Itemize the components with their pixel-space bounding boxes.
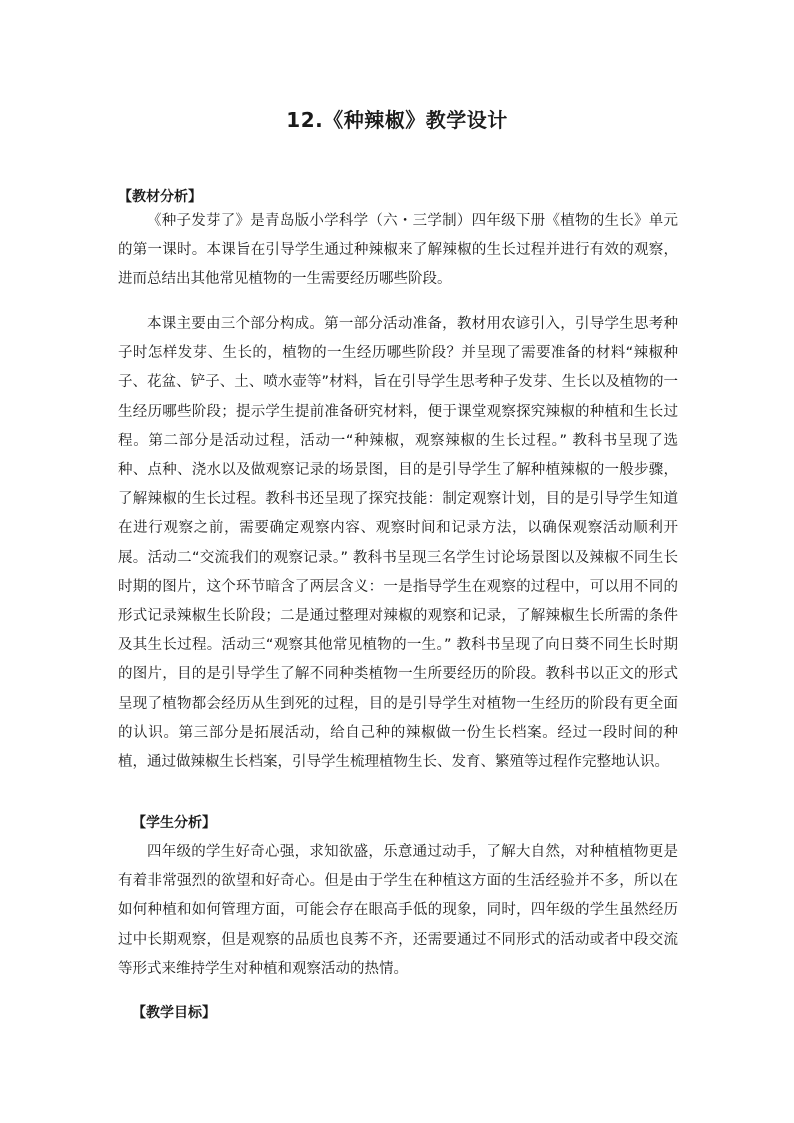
section-heading-student-analysis: 【学生分析】 xyxy=(132,815,216,831)
paragraph-student-analysis: 四年级的学生好奇心强，求知欲盛，乐意通过动手，了解大自然，对种植植物更是有着非常强烈的欲望和好奇心。但是由于学生在种植这方面的生活经验并不多，所以在如何种植和如何管理方面，可能会存在眼高手低的现象，同时，四年级的学生虽然经历过中长期观察，但是观察的品质也良莠不齐，还需要通过不同形式的活动或者中段交流等形式来维持学生对种植和观察活动的热情。 xyxy=(118,844,678,977)
paragraph-material-structure: 本课主要由三个部分构成。第一部分活动准备，教材用农谚引入，引导学生思考种子时怎样发芽、生长的，植物的一生经历哪些阶段？并呈现了需要准备的材料“辣椒种子、花盆、铲子、土、喷水壶等”材料，旨在引导学生思考种子发芽、生长以及植物的一生经历哪些阶段；提示学生提前准备研究材料，便于课堂观察探究辣椒的种植和生长过程。第二部分是活动过程，活动一“种辣椒，观察辣椒的生长过程。” 教科书呈现了选种、点种、浇水以及做观察记录的场景图，目的是引导学生了解种植辣椒的一般步骤，了解辣椒的生长过程。教科书还呈现了探究技能：制定观察计划，目的是引导学生知道在进行观察之前，需要确定观察内容、观察时间和记录方法，以确保观察活动顺利开展。活动二“交流我们的观察记录。” 教科书呈现三名学生讨论场景图以及辣椒不同生长时期的图片，这个环节暗含了两层含义：一是指导学生在观察的过程中，可以用不同的形式记录辣椒生长阶段；二是通过整理对辣椒的观察和记录，了解辣椒生长所需的条件及其生长过程。活动三“观察其他常见植物的一生。” 教科书呈现了向日葵不同生长时期的图片，目的是引导学生了解不同种类植物一生所要经历的阶段。教科书以正文的形式呈现了植物都会经历从生到死的过程，目的是引导学生对植物一生经历的阶段有更全面的认识。第三部分是拓展活动，给自己种的辣椒做一份生长档案。经过一段时间的种植，通过做辣椒生长档案，引导学生梳理植物生长、发育、繁殖等过程作完整地认识。 xyxy=(118,316,678,771)
document-title: 12.《种辣椒》教学设计 xyxy=(286,108,508,132)
paragraph-material-intro: 《种子发芽了》是青岛版小学科学（六・三学制）四年级下册《植物的生长》单元的第一课时。本课旨在引导学生通过种辣椒来了解辣椒的生长过程并进行有效的观察，进而总结出其他常见植物的一生需要经历哪些阶段。 xyxy=(118,213,678,288)
section-heading-teaching-goals: 【教学目标】 xyxy=(132,1005,216,1021)
section-heading-material-analysis: 【教材分析】 xyxy=(118,189,202,205)
